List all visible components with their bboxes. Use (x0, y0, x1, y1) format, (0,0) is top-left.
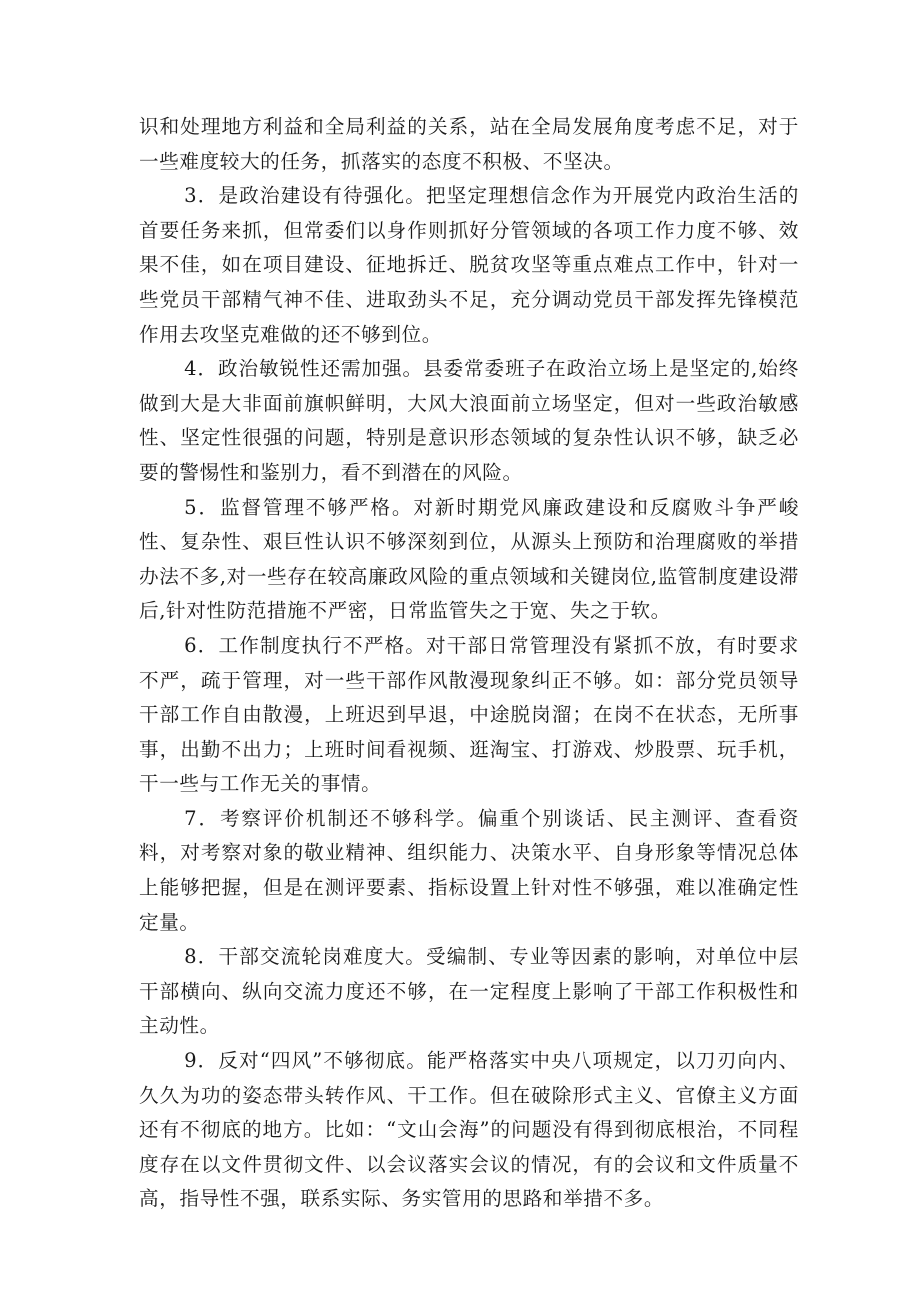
document-body (139, 110, 799, 1217)
paragraph-item-4: 4．政治敏锐性还需加强。县委常委班子在政治立场上是坚定的,始终做到大是大非面前旗帜鲜明，大风大浪面前立场坚定，但对一些政治敏感性、坚定性很强的问题，特别是意识形态领域的复杂性认识不够，缺乏必要的警惕性和鉴别力，看不到潜在的风险。 (139, 357, 799, 484)
paragraph-item-7: 7．考察评价机制还不够科学。偏重个别谈话、民主测评、查看资料，对考察对象的敬业精神、组织能力、决策水平、自身形象等情况总体上能够把握，但是在测评要素、指标设置上针对性不够强，难以准确定性定量。 (139, 806, 799, 934)
paragraph-item-8: 8．干部交流轮岗难度大。受编制、专业等因素的影响，对单位中层干部横向、纵向交流力度还不够，在一定程度上影响了干部工作积极性和主动性。 (139, 945, 799, 1038)
paragraph-continued: 识和处理地方利益和全局利益的关系，站在全局发展角度考虑不足，对于一些难度较大的任务，抓落实的态度不积极、不坚决。 (139, 115, 799, 173)
paragraph-item-6: 6．工作制度执行不严格。对干部日常管理没有紧抓不放，有时要求不严，疏于管理，对一些干部作风散漫现象纠正不够。如：部分党员领导干部工作自由散漫，上班迟到早退，中途脱岗溜；在岗不在状态，无所事事，出勤不出力；上班时间看视频、逛淘宝、打游戏、炒股票、玩手机，干一些与工作无关的事情。 (139, 633, 799, 796)
paragraph-item-3: 3．是政治建设有待强化。把坚定理想信念作为开展党内政治生活的首要任务来抓，但常委们以身作则抓好分管领域的各项工作力度不够、效果不佳，如在项目建设、征地拆迁、脱贫攻坚等重点难点工作中，针对一些党员干部精气神不佳、进取劲头不足，充分调动党员干部发挥先锋模范作用去攻坚克难做的还不够到位。 (139, 184, 799, 346)
paragraph-item-5: 5．监督管理不够严格。对新时期党风廉政建设和反腐败斗争严峻性、复杂性、艰巨性认识不够深刻到位，从源头上预防和治理腐败的举措办法不多,对一些存在较高廉政风险的重点领域和关键岗位,监管制度建设滞后,针对性防范措施不严密，日常监管失之于宽、失之于软。 (139, 495, 799, 623)
paragraph-item-9: 9．反对“四风”不够彻底。能严格落实中央八项规定，以刀刃向内、久久为功的姿态带头转作风、干工作。但在破除形式主义、官僚主义方面还有不彻底的地方。比如：“文山会海”的问题没有得到彻底根治，不同程度存在以文件贯彻文件、以会议落实会议的情况，有的会议和文件质量不高，指导性不强，联系实际、务实管用的思路和举措不多。 (139, 1049, 799, 1211)
